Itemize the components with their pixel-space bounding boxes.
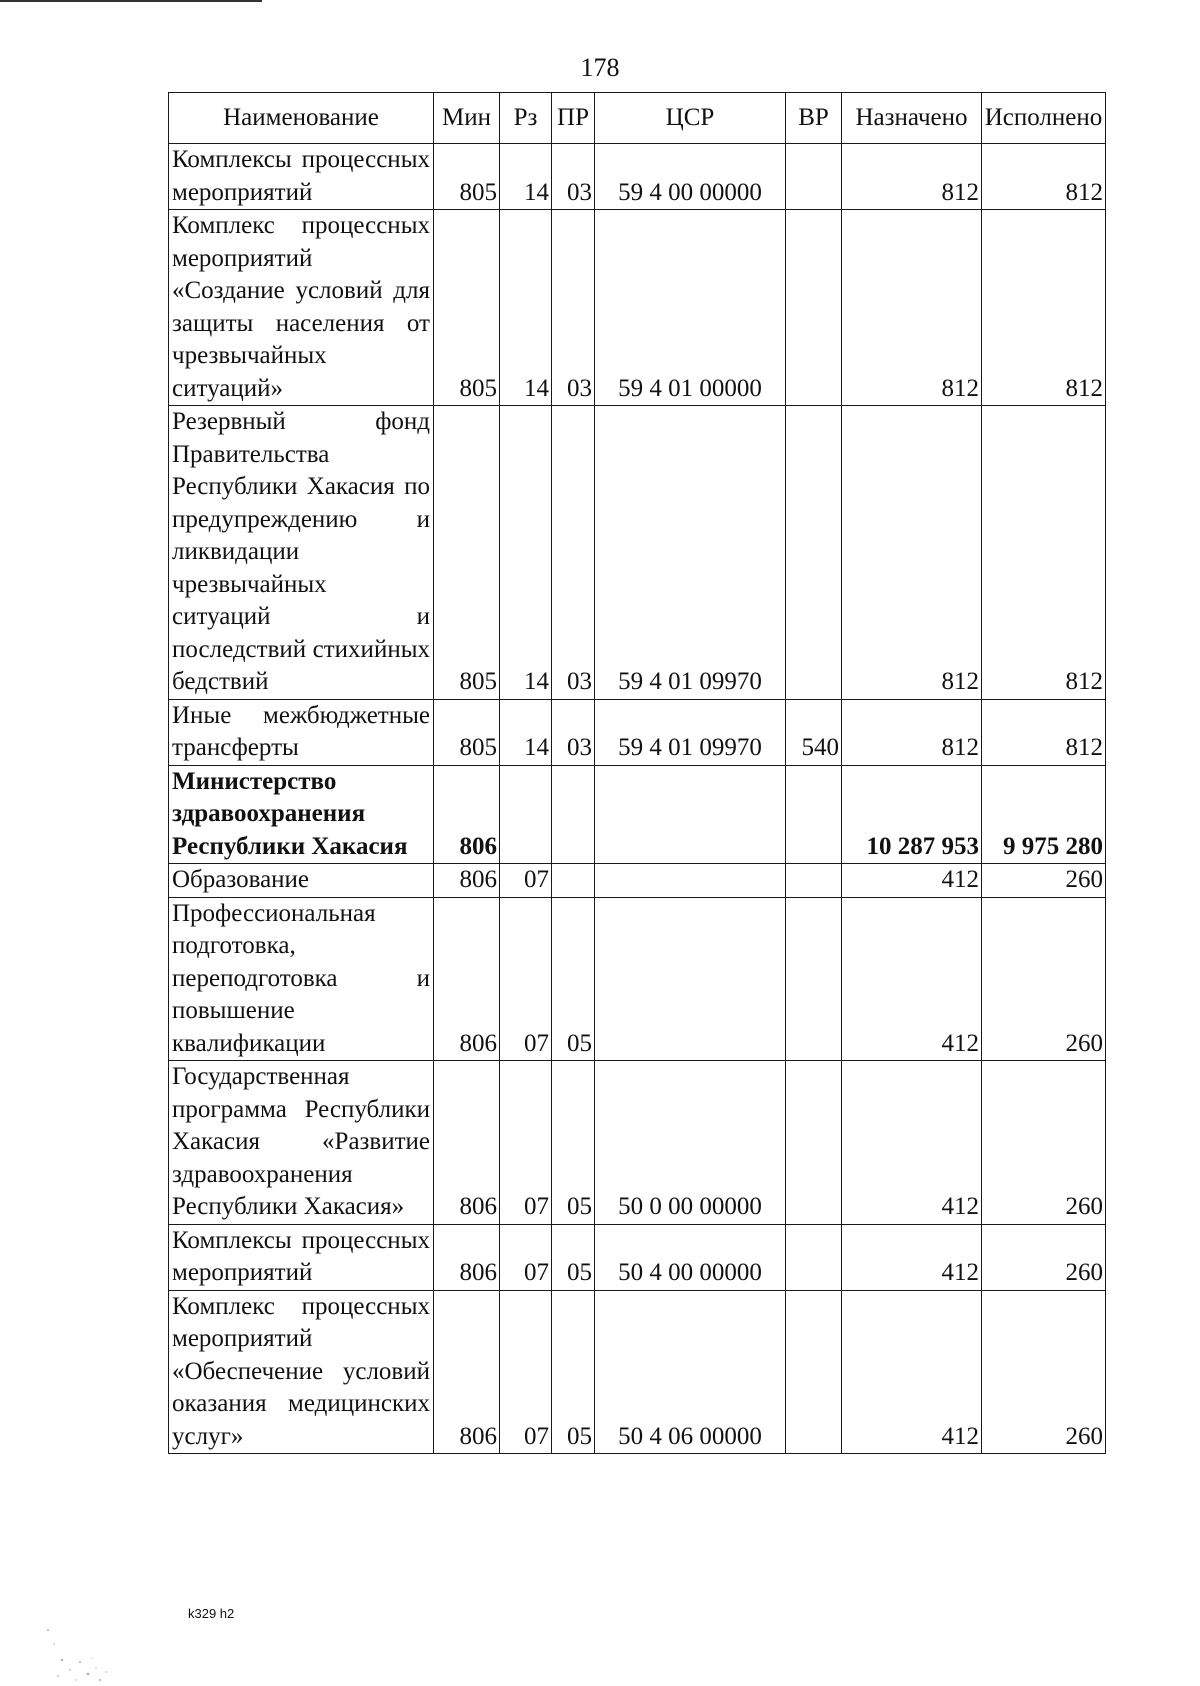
header-ispolneno: Исполнено <box>982 93 1106 144</box>
table-row <box>169 765 1106 864</box>
row-vr <box>786 144 842 210</box>
row-ispolneno: 260 <box>982 1290 1106 1454</box>
row-min: 806 <box>434 1061 500 1225</box>
table-row <box>169 699 1106 765</box>
table-row <box>169 864 1106 898</box>
row-pr: 03 <box>552 406 595 700</box>
table-body <box>169 144 1106 1454</box>
row-rz: 07 <box>500 1290 552 1454</box>
row-name: Комплексы процессных мероприятий <box>169 1224 434 1290</box>
row-min: 806 <box>434 765 500 864</box>
row-vr <box>786 1061 842 1225</box>
row-vr <box>786 406 842 700</box>
row-name: Образование <box>169 864 434 898</box>
row-vr <box>786 897 842 1061</box>
header-pr: ПР <box>552 93 595 144</box>
scan-noise-decoration <box>40 1600 120 1686</box>
row-csr: 50 4 00 00000 <box>595 1224 786 1290</box>
row-min: 805 <box>434 144 500 210</box>
table-row <box>169 210 1106 406</box>
row-csr: 59 4 00 00000 <box>595 144 786 210</box>
row-rz: 14 <box>500 144 552 210</box>
row-name: Комплекс процессных мероприятий «Обеспечение условий оказания медицинских услуг» <box>169 1290 434 1454</box>
row-ispolneno: 812 <box>982 406 1106 700</box>
top-rule <box>0 0 262 2</box>
row-pr <box>552 765 595 864</box>
row-pr: 03 <box>552 699 595 765</box>
header-naznacheno: Назначено <box>842 93 982 144</box>
row-name: Государственная программа Республики Хакасия «Развитие здравоохранения Республики Хакасия» <box>169 1061 434 1225</box>
row-rz: 07 <box>500 1061 552 1225</box>
header-min: Мин <box>434 93 500 144</box>
row-vr <box>786 210 842 406</box>
row-pr: 05 <box>552 1290 595 1454</box>
table-header-row <box>169 93 1106 144</box>
row-pr: 05 <box>552 1224 595 1290</box>
row-pr: 05 <box>552 897 595 1061</box>
row-naznacheno: 812 <box>842 144 982 210</box>
row-naznacheno: 412 <box>842 897 982 1061</box>
row-min: 806 <box>434 864 500 898</box>
table-row <box>169 406 1106 700</box>
row-name: Министерство здравоохранения Республики Хакасия <box>169 765 434 864</box>
row-csr <box>595 897 786 1061</box>
row-csr: 50 0 00 00000 <box>595 1061 786 1225</box>
table-row <box>169 1061 1106 1225</box>
header-vr: ВР <box>786 93 842 144</box>
row-naznacheno: 812 <box>842 699 982 765</box>
row-rz: 14 <box>500 406 552 700</box>
row-csr <box>595 765 786 864</box>
row-pr: 03 <box>552 144 595 210</box>
table-row <box>169 1224 1106 1290</box>
header-csr: ЦСР <box>595 93 786 144</box>
row-min: 805 <box>434 406 500 700</box>
row-csr: 59 4 01 00000 <box>595 210 786 406</box>
footer-document-code: k329 h2 <box>188 1606 235 1621</box>
row-pr: 05 <box>552 1061 595 1225</box>
row-naznacheno: 412 <box>842 1224 982 1290</box>
row-ispolneno: 812 <box>982 144 1106 210</box>
row-csr: 50 4 06 00000 <box>595 1290 786 1454</box>
row-ispolneno: 260 <box>982 1224 1106 1290</box>
row-naznacheno: 10 287 953 <box>842 765 982 864</box>
row-min: 805 <box>434 699 500 765</box>
row-pr: 03 <box>552 210 595 406</box>
row-rz: 14 <box>500 699 552 765</box>
row-rz: 07 <box>500 864 552 898</box>
row-csr: 59 4 01 09970 <box>595 406 786 700</box>
row-name: Резервный фонд Правительства Республики Хакасия по предупреждению и ликвидации чрезвычайных ситуаций и последствий стихийных бедствий <box>169 406 434 700</box>
row-ispolneno: 9 975 280 <box>982 765 1106 864</box>
header-name: Наименование <box>169 93 434 144</box>
row-csr: 59 4 01 09970 <box>595 699 786 765</box>
row-naznacheno: 412 <box>842 1061 982 1225</box>
row-min: 805 <box>434 210 500 406</box>
row-min: 806 <box>434 1224 500 1290</box>
row-name: Иные межбюджетные трансферты <box>169 699 434 765</box>
row-rz: 14 <box>500 210 552 406</box>
row-pr <box>552 864 595 898</box>
row-ispolneno: 812 <box>982 210 1106 406</box>
row-vr <box>786 765 842 864</box>
table-row <box>169 1290 1106 1454</box>
row-name: Комплексы процессных мероприятий <box>169 144 434 210</box>
row-rz <box>500 765 552 864</box>
row-vr: 540 <box>786 699 842 765</box>
row-csr <box>595 864 786 898</box>
table-row <box>169 897 1106 1061</box>
budget-table <box>168 92 1106 1454</box>
table-row <box>169 144 1106 210</box>
row-vr <box>786 864 842 898</box>
row-min: 806 <box>434 897 500 1061</box>
page-number: 178 <box>580 53 620 82</box>
row-vr <box>786 1224 842 1290</box>
row-ispolneno: 260 <box>982 1061 1106 1225</box>
row-rz: 07 <box>500 1224 552 1290</box>
row-naznacheno: 812 <box>842 210 982 406</box>
header-rz: Рз <box>500 93 552 144</box>
row-rz: 07 <box>500 897 552 1061</box>
row-ispolneno: 812 <box>982 699 1106 765</box>
row-name: Комплекс процессных мероприятий «Создание условий для защиты населения от чрезвычайных ситуаций» <box>169 210 434 406</box>
row-ispolneno: 260 <box>982 897 1106 1061</box>
row-ispolneno: 260 <box>982 864 1106 898</box>
row-vr <box>786 1290 842 1454</box>
row-naznacheno: 812 <box>842 406 982 700</box>
row-min: 806 <box>434 1290 500 1454</box>
row-naznacheno: 412 <box>842 864 982 898</box>
row-name: Профессиональная подготовка, переподготовка и повышение квалификации <box>169 897 434 1061</box>
row-naznacheno: 412 <box>842 1290 982 1454</box>
